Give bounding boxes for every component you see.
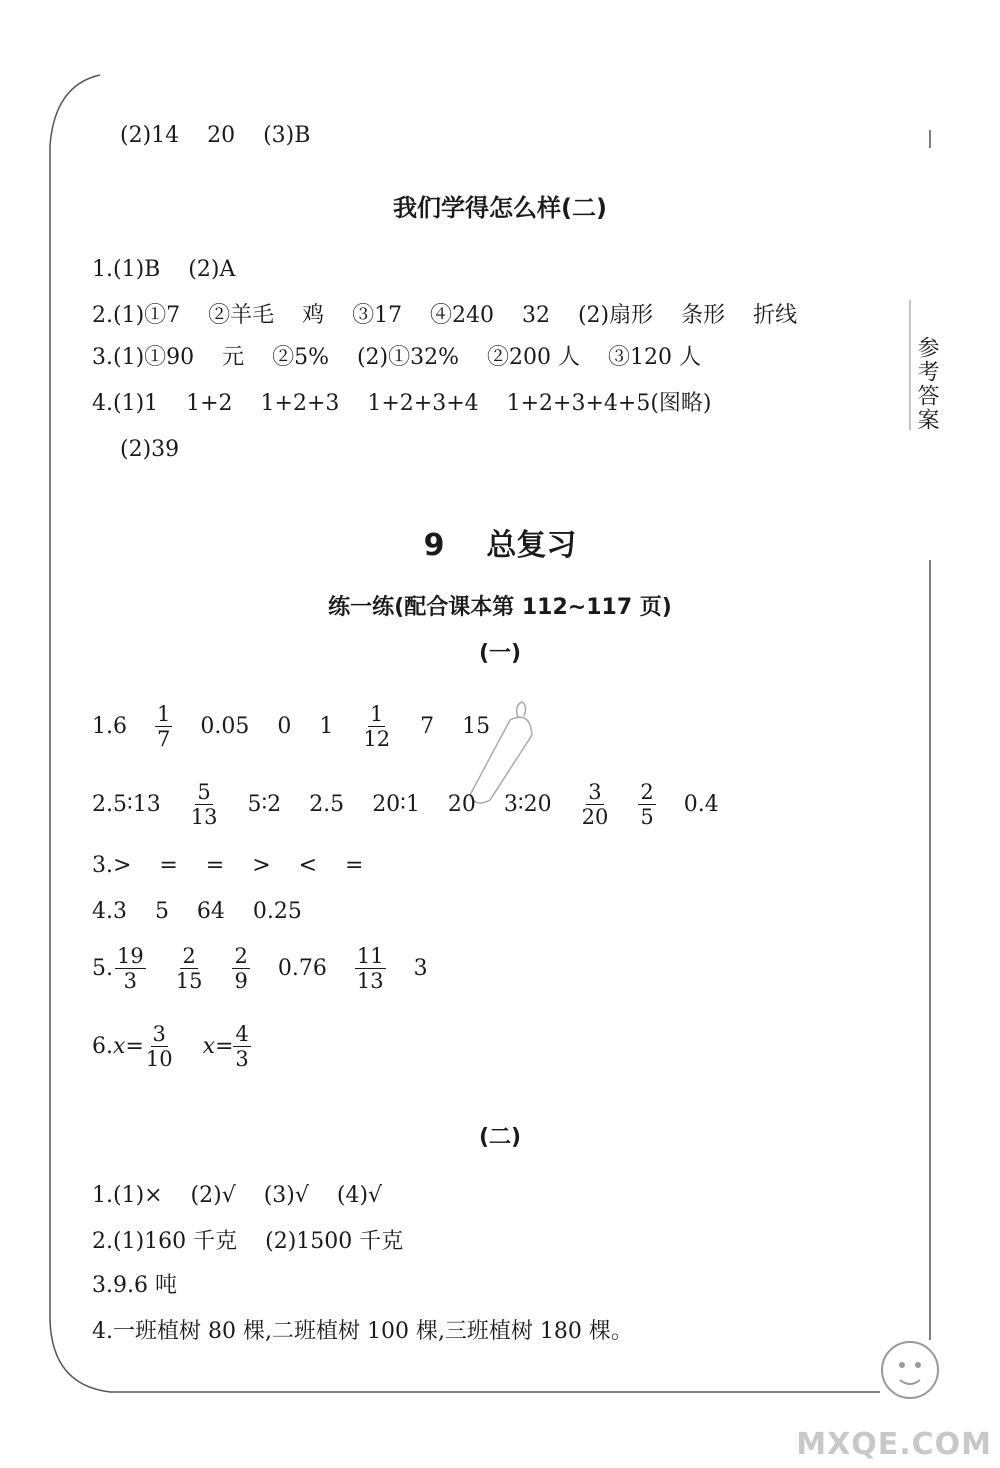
- q1-prefix: 1.6: [92, 714, 127, 739]
- q6-frac-1: $\frac{3}{10}$: [145, 1022, 173, 1071]
- answer-line-3: 3.(1)①90 元 ②5% (2)①32% ②200 人 ③120 人: [92, 345, 701, 370]
- q2-d: 20: [447, 792, 476, 817]
- q5-a: 0.76: [277, 956, 327, 981]
- top-answer-line: (2)14 20 (3)B: [120, 123, 311, 148]
- q2-c: 20∶1: [372, 792, 420, 817]
- q5-frac-1: $\frac{19}{3}$: [117, 944, 144, 993]
- q2-frac-3: $\frac{2}{5}$: [640, 780, 654, 829]
- q5-prefix: 5.: [92, 956, 113, 981]
- chapter-number: 9: [423, 528, 445, 563]
- chapter-title: [0, 520, 1000, 564]
- q6-frac-2: $\frac{4}{3}$: [235, 1022, 249, 1071]
- q2-e: 3∶20: [503, 792, 552, 817]
- q5-frac-3: $\frac{2}{9}$: [234, 944, 248, 993]
- q2-frac-2: $\frac{3}{20}$: [581, 780, 609, 829]
- part2-line-1: 1.(1)× (2)√ (3)√ (4)√: [92, 1183, 383, 1208]
- answer-q4: 4.3 5 64 0.25: [92, 899, 302, 924]
- q2-g: 0.4: [683, 792, 719, 817]
- q6-x2: x=: [202, 1034, 234, 1059]
- side-label: 参考答案: [914, 336, 939, 432]
- q1-frac-2: $\frac{1}{12}$: [363, 702, 391, 751]
- q1-b: 0: [277, 714, 292, 739]
- answer-q2: [92, 780, 747, 829]
- answer-line-4: 4.(1)1 1+2 1+2+3 1+2+3+4 1+2+3+4+5(图略): [92, 391, 712, 416]
- part2-line-3: 3.9.6 吨: [92, 1273, 177, 1298]
- answer-q5: [92, 944, 456, 993]
- q5-frac-4: $\frac{11}{13}$: [356, 944, 384, 993]
- q1-a: 0.05: [200, 714, 250, 739]
- answer-q3: 3.> = = > < =: [92, 853, 364, 878]
- q1-c: 1: [319, 714, 334, 739]
- mascot-icon: [882, 1342, 938, 1398]
- q1-d: 7: [420, 714, 435, 739]
- q2-a: 5∶2: [247, 792, 282, 817]
- answer-line-1: 1.(1)B (2)A: [92, 257, 236, 282]
- answer-q6: [92, 1022, 279, 1071]
- q1-e: 15: [462, 714, 491, 739]
- q5-frac-2: $\frac{2}{15}$: [175, 944, 203, 993]
- answer-q1: [92, 702, 518, 751]
- answer-line-2: 2.(1)①7 ②羊毛 鸡 ③17 ④240 32 (2)扇形 条形 折线: [92, 303, 798, 328]
- q2-prefix: 2.5∶13: [92, 792, 161, 817]
- q5-b: 3: [413, 956, 428, 981]
- section-title: 我们学得怎么样(二): [393, 194, 607, 222]
- watermark: MXQE.COM: [796, 1427, 992, 1462]
- q6-x1: x=: [113, 1034, 144, 1059]
- q1-frac-1: $\frac{1}{7}$: [157, 702, 171, 751]
- q6-prefix: 6.: [92, 1034, 113, 1059]
- practice-title: 练一练(配合课本第 112~117 页): [328, 595, 672, 620]
- q2-b: 2.5: [309, 792, 345, 817]
- part2-line-4: 4.一班植树 80 棵,二班植树 100 棵,三班植树 180 棵。: [92, 1319, 633, 1344]
- part-two-title: (二): [478, 1125, 522, 1150]
- chapter-name: 总复习: [486, 528, 577, 563]
- part2-line-2: 2.(1)160 千克 (2)1500 千克: [92, 1229, 404, 1254]
- part-one-title: (一): [478, 641, 522, 666]
- answer-line-5: (2)39: [120, 437, 180, 462]
- q2-frac-1: $\frac{5}{13}$: [190, 780, 218, 829]
